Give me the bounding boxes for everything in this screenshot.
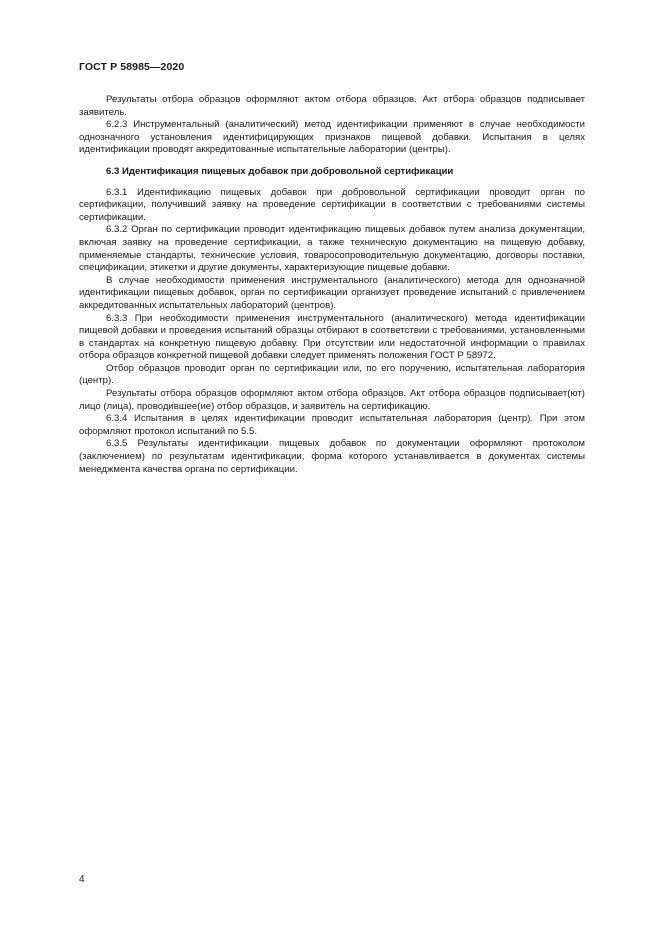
paragraph: В случае необходимости применения инструментального (аналитического) метода для однозначной идентификации пищевых добавок, орган по сертификации организует проведение испытаний с привлечением аккредитованных испытательных лабораторий (центров). <box>79 274 585 311</box>
paragraph: 6.3.2 Орган по сертификации проводит идентификацию пищевых добавок путем анализа документации, включая заявку на проведение сертификации, а также техническую документацию на пищевую добавку, применяемые стандарты, технические условия, товаросопроводительную документацию, договоры поставки, спецификации, этикетки и другие документы, характеризующие пищевые добавки. <box>79 224 585 274</box>
paragraph: 6.3.4 Испытания в целях идентификации проводит испытательная лаборатория (центр). При этом оформляют протокол испытаний по 5.5. <box>79 413 585 437</box>
document-header: ГОСТ Р 58985—2020 <box>79 61 185 73</box>
section-heading: 6.3 Идентификация пищевых добавок при добровольной сертификации <box>106 165 454 177</box>
paragraph: Отбор образцов проводит орган по сертификации или, по его поручению, испытательная лаборатория (центр). <box>79 362 585 387</box>
paragraph: 6.3.3 При необходимости применения инструментального (аналитического) метода идентификации пищевой добавки и проведения испытаний образцы отбирают в соответствии с требованиями, установленными в стандартах на конкретную пищевую добавку. При отсутствии или недостаточной информации о правилах отбора образцов конкретной пищевой добавки следует применять положения ГОСТ Р 58972. <box>79 312 585 362</box>
paragraph: 6.3.1 Идентификацию пищевых добавок при добровольной сертификации проводит орган по сертификации, получивший заявку на проведение сертификации в соответствии с требованиями системы сертификации. <box>79 186 585 223</box>
paragraph: Результаты отбора образцов оформляют актом отбора образцов. Акт отбора образцов подписывает(ют) лицо (лица), проводившее(ие) отбор образцов, и заявитель на сертификацию. <box>79 388 585 412</box>
page-number: 4 <box>79 874 85 885</box>
paragraph: 6.2.3 Инструментальный (аналитический) метод идентификации применяют в случае необходимости однозначного установления идентифицирующих признаков пищевой добавки. Испытания в целях идентификации проводят аккредитованные испытательные лаборатории (центры). <box>79 119 585 156</box>
paragraph: 6.3.5 Результаты идентификации пищевых добавок по документации оформляют протоколом (заключением) по результатам идентификации, форма которого устанавливается в документах системы менеджмента качества органа по сертификации. <box>79 438 585 475</box>
paragraph: Результаты отбора образцов оформляют актом отбора образцов. Акт отбора образцов подписывает заявитель. <box>79 94 585 118</box>
document-body <box>79 94 585 476</box>
